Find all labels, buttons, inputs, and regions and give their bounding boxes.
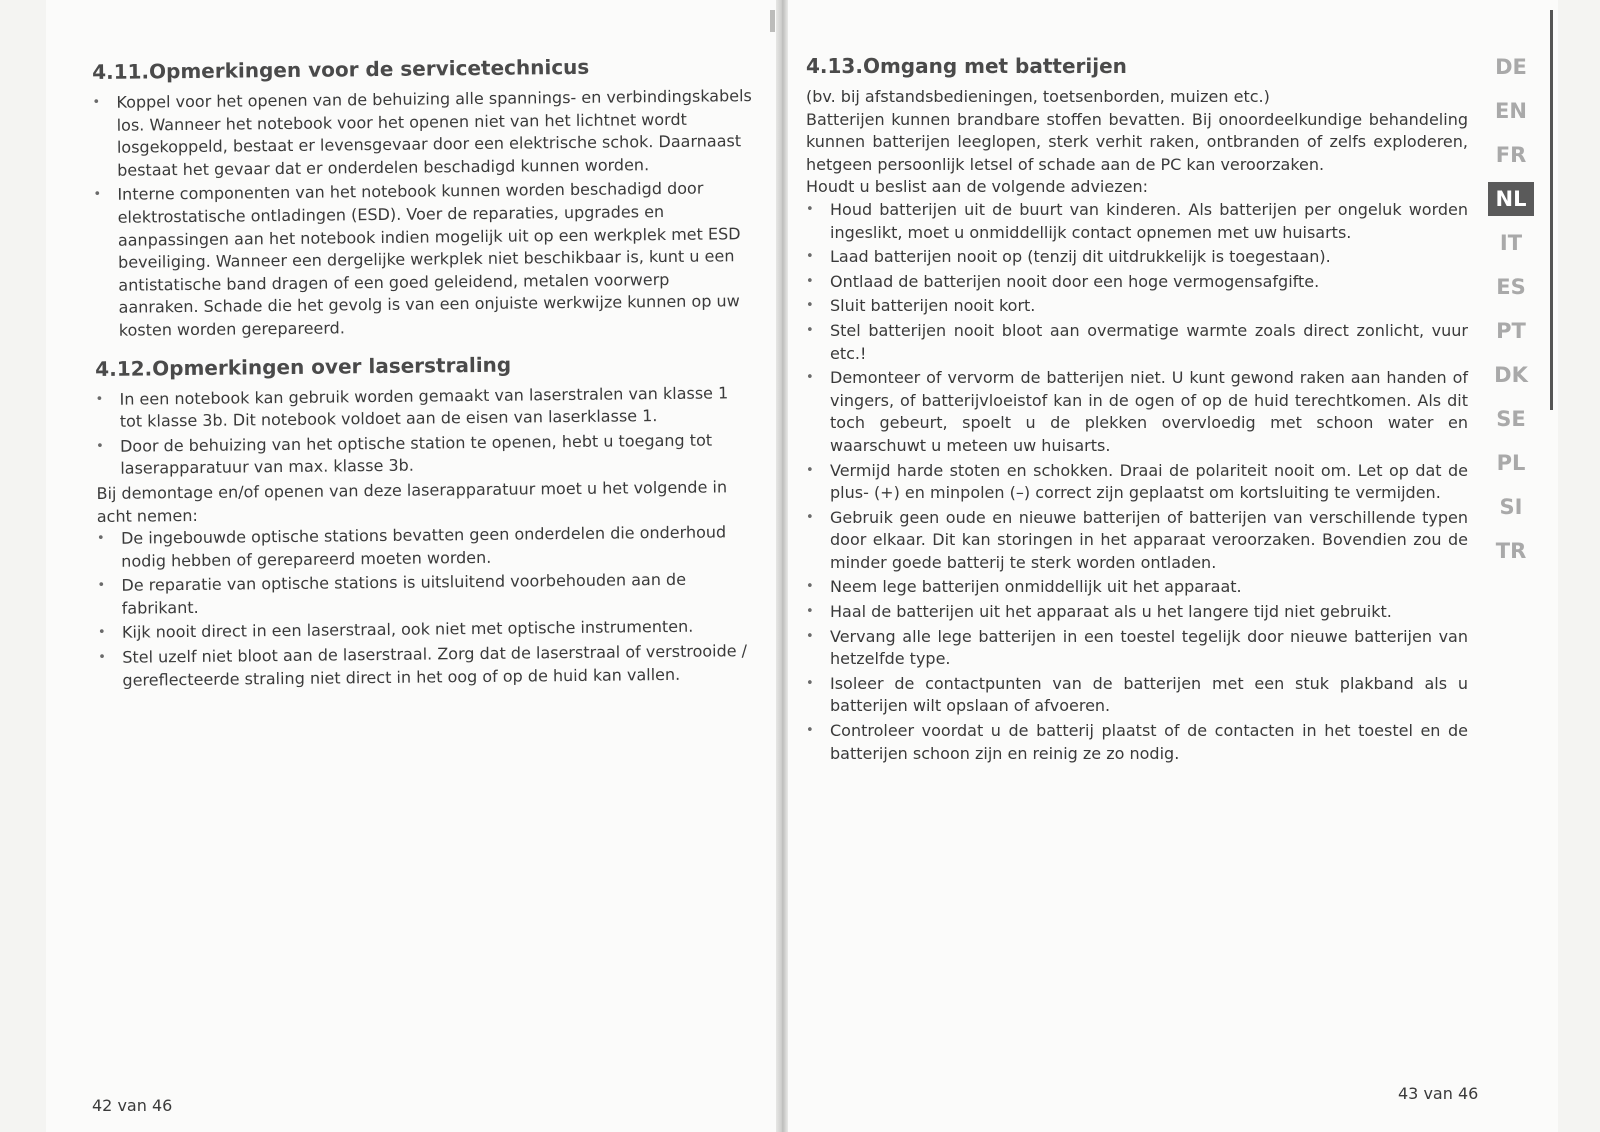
book-gutter [776,0,788,1132]
list-item: • Demonteer of vervorm de batterijen niet. U kunt gewond raken aan handen of vingers, of batterijvloeistof kan in de ogen of op de huid terechtkomen. Als dit toch gebeurt, spoelt u de plekken overvloedig met schoon water en waarschuwt u meteen uw huisarts. [806,367,1468,457]
left-column [92,53,759,694]
lang-tab-dk[interactable]: DK [1494,363,1528,387]
section-4-12-intro: Bij demontage en/of openen van deze laserapparatuur moet u het volgende in acht nemen: [96,477,728,526]
page-number-right: 43 van 46 [1398,1084,1479,1103]
list-item: • Stel uzelf niet bloot aan de laserstraal. Zorg dat de laserstraal of verstrooide / gereflecteerde straling niet direct in het oog of op de huid kan vallen. [98,640,758,692]
lang-tab-pt[interactable]: PT [1496,319,1526,343]
language-nav [1488,50,1540,578]
list-item: • Kijk nooit direct in een laserstraal, ook niet met optische instrumenten. [98,616,758,646]
lang-tab-si[interactable]: SI [1499,495,1523,519]
list-item: • Houd batterijen uit de buurt van kinderen. Als batterijen per ongeluk worden ingeslikt, moet u onmiddellijk contact opnemen met uw huisarts. [806,199,1468,244]
section-4-12-title: 4.12.Opmerkingen over laserstraling [95,352,512,381]
lang-tab-nl[interactable]: NL [1488,182,1534,216]
section-4-13-title: 4.13.Omgang met batterijen [806,54,1127,78]
gutter-mark [770,10,775,32]
section-4-13-subtitle: (bv. bij afstandsbedieningen, toetsenborden, muizen etc.) [806,87,1270,106]
section-4-13-list [806,199,1468,765]
section-4-11-title: 4.11.Opmerkingen voor de servicetechnicus [92,54,590,84]
list-item: • Door de behuizing van het optische station te openen, hebt u toegang tot laserapparatuur van max. klasse 3b. [96,429,756,481]
list-item: • In een notebook kan gebruik worden gemaakt van laserstralen van klasse 1 tot klasse 3b. Dit notebook voldoet aan de eisen van laserklasse 1. [95,382,755,434]
page-edge-bar [1550,10,1553,410]
lang-tab-de[interactable]: DE [1495,55,1527,79]
lang-tab-fr[interactable]: FR [1495,143,1527,167]
lang-tab-en[interactable]: EN [1495,99,1527,123]
list-item: • Ontlaad de batterijen nooit door een hoge vermogensafgifte. [806,271,1468,294]
list-item: • Vervang alle lege batterijen in een toestel tegelijk door nieuwe batterijen van hetzelfde type. [806,626,1468,671]
section-4-13-intro: Batterijen kunnen brandbare stoffen bevatten. Bij onoordeelkundige behandeling kunnen batterijen leeglopen, sterk verhit raken, ontbranden of zelfs exploderen, hetgeen persoonlijk letsel of schade aan de PC kan veroorzaken. [806,109,1468,174]
section-4-11-list [92,85,755,342]
right-column [806,54,1468,767]
lang-tab-pl[interactable]: PL [1496,451,1526,475]
page-number-left: 42 van 46 [92,1096,173,1115]
section-4-12-list [95,382,756,481]
section-4-12-list-2 [97,521,759,692]
lang-tab-tr[interactable]: TR [1495,539,1527,563]
list-item: • Vermijd harde stoten en schokken. Draai de polariteit nooit om. Let op dat de plus- (+) en minpolen (–) correct zijn geplaatst om kortsluiting te vermijden. [806,460,1468,505]
list-item: • Controleer voordat u de batterij plaatst of de contacten in het toestel en de batterijen schoon zijn en reinig ze zo nodig. [806,720,1468,765]
list-item: • Interne componenten van het notebook kunnen worden beschadigd door elektrostatische ontladingen (ESD). Voer de reparaties, upgrades en aanpassingen aan het notebook indien mogelijk uit op een werkplek met ESD beveiliging. Wanneer een dergelijke werkplek niet beschikbaar is, kunt u een antistatische band dragen of een goed geleidend, metalen voorwerp aanraken. Schade die het gevolg is van een onjuiste werkwijze kunnen op uw kosten worden gerepareerd. [93,177,755,342]
lang-tab-it[interactable]: IT [1499,231,1523,255]
list-item: • Sluit batterijen nooit kort. [806,295,1468,318]
list-item: • Isoleer de contactpunten van de batterijen met een stuk plakband als u batterijen wilt opslaan of afvoeren. [806,673,1468,718]
list-item: • Koppel voor het openen van de behuizing alle spannings- en verbindingskabels los. Wanneer het notebook voor het openen niet van het lichtnet wordt losgekoppeld, bestaat er levensgevaar door een elektrische schok. Daarnaast bestaat het gevaar dat er onderdelen beschadigd kunnen worden. [92,85,753,182]
list-item: • Stel batterijen nooit bloot aan overmatige warmte zoals direct zonlicht, vuur etc.! [806,320,1468,365]
list-item: • Laad batterijen nooit op (tenzij dit uitdrukkelijk is toegestaan). [806,246,1468,269]
lang-tab-se[interactable]: SE [1496,407,1526,431]
list-item: • De reparatie van optische stations is uitsluitend voorbehouden aan de fabrikant. [97,568,757,620]
list-item: • De ingebouwde optische stations bevatten geen onderdelen die onderhoud nodig hebben of gerepareerd moeten worden. [97,521,757,573]
section-4-13-advice: Houdt u beslist aan de volgende adviezen: [806,177,1148,197]
lang-tab-es[interactable]: ES [1496,275,1526,299]
list-item: • Neem lege batterijen onmiddellijk uit het apparaat. [806,576,1468,599]
list-item: • Gebruik geen oude en nieuwe batterijen of batterijen van verschillende typen door elkaar. Dit kan storingen in het apparaat veroorzaken. Bovendien zou de minder goede batterij te sterk worden ontladen. [806,507,1468,575]
list-item: • Haal de batterijen uit het apparaat als u het langere tijd niet gebruikt. [806,601,1468,624]
